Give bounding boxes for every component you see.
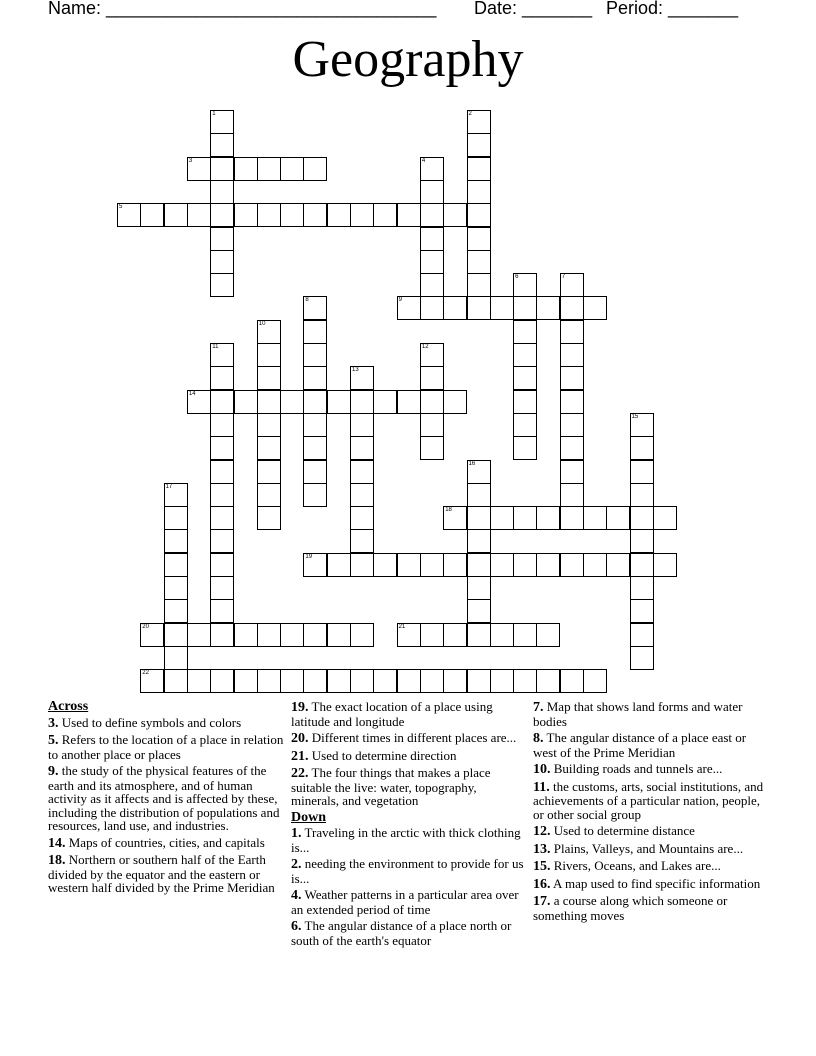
grid-cell[interactable]: [630, 436, 654, 460]
grid-cell[interactable]: [467, 529, 491, 553]
clue-item: [291, 700, 527, 728]
clue-item: [291, 888, 527, 916]
grid-cell[interactable]: [210, 553, 234, 577]
grid-cell[interactable]: [467, 203, 491, 227]
grid-cell[interactable]: [140, 623, 164, 647]
clue-number-label: 17.: [533, 894, 551, 909]
grid-cell[interactable]: [350, 413, 374, 437]
clue-item: [533, 780, 769, 822]
grid-cell[interactable]: [467, 110, 491, 134]
clue-item: [291, 766, 527, 808]
clue-item: [533, 859, 769, 874]
grid-cell[interactable]: [467, 296, 491, 320]
clue-item: [48, 836, 284, 851]
clue-number: 10: [258, 320, 266, 327]
grid-cell[interactable]: [536, 506, 560, 530]
grid-cell[interactable]: [327, 669, 351, 693]
clue-item: [291, 731, 527, 746]
grid-cell[interactable]: [397, 669, 421, 693]
grid-cell[interactable]: [257, 623, 281, 647]
grid-cell[interactable]: [303, 157, 327, 181]
grid-cell[interactable]: [420, 157, 444, 181]
clue-number-label: 2.: [291, 857, 302, 872]
grid-cell[interactable]: [210, 576, 234, 600]
grid-cell[interactable]: [583, 553, 607, 577]
page-title: Geography: [292, 31, 524, 88]
clue-number-label: 21.: [291, 748, 309, 764]
clue-number-label: 8.: [533, 731, 544, 746]
grid-cell[interactable]: [397, 623, 421, 647]
clue-text: Used to determine distance: [550, 823, 695, 838]
grid-cell[interactable]: [560, 390, 584, 414]
grid-cell[interactable]: [560, 273, 584, 297]
grid-cell[interactable]: [257, 436, 281, 460]
grid-cell[interactable]: [210, 460, 234, 484]
date-field-label: Date: _______: [474, 0, 593, 18]
clue-item: [48, 764, 284, 833]
clue-column-2: [291, 700, 527, 950]
grid-cell[interactable]: [490, 623, 514, 647]
name-field-label: Name: _________________________________: [48, 0, 437, 18]
clue-number-label: 7.: [533, 700, 544, 715]
grid-cell[interactable]: [490, 553, 514, 577]
grid-cell[interactable]: [350, 553, 374, 577]
clue-item: [48, 853, 284, 895]
clue-text: needing the environment to provide for us is...: [291, 856, 524, 886]
clue-item: [291, 749, 527, 764]
clue-number: 22: [142, 670, 149, 677]
grid-cell[interactable]: [303, 203, 327, 227]
grid-cell[interactable]: [210, 506, 234, 530]
clue-number-label: 16.: [533, 876, 551, 892]
grid-cell[interactable]: [280, 623, 304, 647]
grid-cell[interactable]: [630, 460, 654, 484]
grid-cell[interactable]: [513, 320, 537, 344]
grid-cell[interactable]: [420, 296, 444, 320]
clue-item: [533, 894, 769, 922]
grid-cell[interactable]: [420, 273, 444, 297]
grid-cell[interactable]: [210, 436, 234, 460]
clue-column-1: [48, 700, 284, 898]
clue-text: A map used to find specific information: [550, 875, 761, 891]
grid-cell[interactable]: [443, 553, 467, 577]
grid-cell[interactable]: [536, 296, 560, 320]
clue-number-label: 12.: [533, 824, 551, 839]
grid-cell[interactable]: [467, 623, 491, 647]
clue-number: 1: [212, 111, 216, 117]
clue-number: 12: [421, 344, 429, 350]
grid-cell[interactable]: [303, 553, 327, 577]
clue-number: 5: [119, 204, 123, 211]
grid-cell[interactable]: [210, 180, 234, 204]
grid-cell[interactable]: [303, 320, 327, 344]
clue-item: [291, 919, 527, 947]
grid-cell[interactable]: [420, 436, 444, 460]
grid-cell[interactable]: [164, 483, 188, 507]
grid-cell[interactable]: [420, 669, 444, 693]
grid-cell[interactable]: [350, 483, 374, 507]
clue-number: 9: [398, 297, 402, 304]
grid-cell[interactable]: [257, 460, 281, 484]
grid-cell[interactable]: [234, 157, 258, 181]
grid-cell[interactable]: [327, 203, 351, 227]
grid-cell[interactable]: [257, 320, 281, 344]
grid-cell[interactable]: [536, 623, 560, 647]
grid-cell[interactable]: [350, 436, 374, 460]
grid-cell[interactable]: [257, 203, 281, 227]
grid-cell[interactable]: [210, 599, 234, 623]
grid-cell[interactable]: [560, 553, 584, 577]
clue-item: [291, 857, 527, 885]
clue-column-3: [533, 700, 769, 925]
grid-cell[interactable]: [467, 506, 491, 530]
grid-cell[interactable]: [373, 553, 397, 577]
section-heading: Across: [48, 699, 89, 714]
grid-cell[interactable]: [467, 180, 491, 204]
clue-text: Northern or southern half of the Earth divided by the equator and the eastern or western half divided by the Prime Meridian: [48, 852, 275, 895]
clue-number-label: 3.: [48, 715, 59, 731]
grid-cell[interactable]: [606, 553, 630, 577]
grid-cell[interactable]: [653, 553, 677, 577]
grid-cell[interactable]: [280, 390, 304, 414]
grid-cell[interactable]: [513, 273, 537, 297]
grid-cell[interactable]: [420, 227, 444, 251]
grid-cell[interactable]: [536, 669, 560, 693]
grid-cell[interactable]: [234, 669, 258, 693]
grid-cell[interactable]: [513, 669, 537, 693]
grid-cell[interactable]: [164, 623, 188, 647]
grid-cell[interactable]: [280, 669, 304, 693]
clue-number: 19: [305, 553, 313, 560]
grid-cell[interactable]: [164, 529, 188, 553]
grid-cell[interactable]: [420, 203, 444, 227]
grid-cell[interactable]: [234, 623, 258, 647]
grid-cell[interactable]: [187, 203, 211, 227]
grid-cell[interactable]: [490, 296, 514, 320]
grid-cell[interactable]: [560, 343, 584, 367]
grid-cell[interactable]: [420, 553, 444, 577]
grid-cell[interactable]: [420, 390, 444, 414]
clue-number-label: 4.: [291, 888, 302, 903]
grid-cell[interactable]: [467, 133, 491, 157]
grid-cell[interactable]: [420, 250, 444, 274]
grid-cell[interactable]: [420, 623, 444, 647]
grid-cell[interactable]: [443, 296, 467, 320]
grid-cell[interactable]: [210, 273, 234, 297]
grid-cell[interactable]: [443, 623, 467, 647]
clue-text: The four things that makes a place suitable the live: water, topography, minerals, and vegetation: [291, 765, 491, 808]
grid-cell[interactable]: [164, 669, 188, 693]
grid-cell[interactable]: [513, 296, 537, 320]
grid-cell[interactable]: [513, 436, 537, 460]
grid-cell[interactable]: [303, 296, 327, 320]
grid-cell[interactable]: [583, 296, 607, 320]
grid-cell[interactable]: [420, 343, 444, 367]
grid-cell[interactable]: [560, 669, 584, 693]
grid-cell[interactable]: [210, 157, 234, 181]
clue-text: Maps of countries, cities, and capitals: [65, 834, 265, 850]
grid-cell[interactable]: [350, 623, 374, 647]
grid-cell[interactable]: [210, 483, 234, 507]
grid-cell[interactable]: [560, 436, 584, 460]
grid-cell[interactable]: [117, 203, 141, 227]
clue-number: 8: [305, 297, 309, 304]
grid-cell[interactable]: [443, 390, 467, 414]
clue-number: 3: [188, 157, 193, 164]
clue-item: [533, 700, 769, 728]
grid-cell[interactable]: [210, 669, 234, 693]
grid-cell[interactable]: [210, 203, 234, 227]
grid-cell[interactable]: [630, 506, 654, 530]
grid-cell[interactable]: [164, 553, 188, 577]
grid-cell[interactable]: [257, 413, 281, 437]
clue-number-label: 6.: [291, 919, 302, 934]
clue-number-label: 11.: [533, 779, 550, 795]
clue-text: the study of the physical features of the earth and its atmosphere, and of human activity as it affects and is affected by these, including the distribution of populations and resources, land use, and industries.: [48, 763, 280, 833]
clue-item: [48, 733, 284, 761]
clue-item: [48, 716, 284, 731]
grid-cell[interactable]: [467, 250, 491, 274]
grid-cell[interactable]: [513, 366, 537, 390]
grid-cell[interactable]: [234, 390, 258, 414]
grid-cell[interactable]: [467, 483, 491, 507]
grid-cell[interactable]: [303, 390, 327, 414]
grid-cell[interactable]: [257, 390, 281, 414]
grid-cell[interactable]: [467, 599, 491, 623]
grid-cell[interactable]: [630, 483, 654, 507]
clue-number-label: 10.: [533, 762, 551, 777]
grid-cell[interactable]: [210, 110, 234, 134]
grid-cell[interactable]: [467, 460, 491, 484]
clue-text: the customs, arts, social institutions, and achievements of a particular nation, people, or other social group: [533, 778, 764, 822]
grid-cell[interactable]: [467, 227, 491, 251]
clue-text: The angular distance of a place east or west of the Prime Meridian: [533, 730, 747, 760]
grid-cell[interactable]: [583, 669, 607, 693]
grid-cell[interactable]: [187, 623, 211, 647]
grid-cell[interactable]: [257, 483, 281, 507]
grid-cell[interactable]: [630, 646, 654, 670]
grid-cell[interactable]: [420, 180, 444, 204]
grid-cell[interactable]: [303, 343, 327, 367]
grid-cell[interactable]: [187, 669, 211, 693]
grid-cell[interactable]: [210, 366, 234, 390]
clue-item: [533, 731, 769, 759]
grid-cell[interactable]: [443, 669, 467, 693]
grid-cell[interactable]: [210, 343, 234, 367]
grid-cell[interactable]: [350, 366, 374, 390]
grid-cell[interactable]: [187, 390, 211, 414]
grid-cell[interactable]: [443, 506, 467, 530]
grid-cell[interactable]: [513, 343, 537, 367]
grid-cell[interactable]: [630, 599, 654, 623]
clue-number: 7: [561, 274, 566, 281]
clue-number-label: 13.: [533, 841, 551, 857]
grid-cell[interactable]: [257, 506, 281, 530]
grid-cell[interactable]: [373, 669, 397, 693]
section-heading: Down: [291, 809, 327, 825]
grid-cell[interactable]: [257, 343, 281, 367]
grid-cell[interactable]: [303, 483, 327, 507]
grid-cell[interactable]: [350, 203, 374, 227]
clue-text: a course along which someone or something moves: [533, 893, 728, 923]
grid-cell[interactable]: [560, 413, 584, 437]
clue-text: Different times in different places are...: [308, 730, 517, 745]
clue-number: 13: [352, 367, 359, 374]
clue-number-label: 20.: [291, 731, 309, 746]
grid-cell[interactable]: [210, 623, 234, 647]
grid-cell[interactable]: [560, 296, 584, 320]
grid-cell[interactable]: [606, 506, 630, 530]
grid-cell[interactable]: [257, 669, 281, 693]
grid-cell[interactable]: [420, 366, 444, 390]
clue-number-label: 5.: [48, 733, 59, 748]
clue-number: 4: [421, 157, 426, 164]
grid-cell[interactable]: [210, 390, 234, 414]
grid-cell[interactable]: [210, 227, 234, 251]
clue-item: [533, 824, 769, 839]
clue-number-label: 15.: [533, 859, 551, 874]
clue-item: [533, 762, 769, 777]
grid-cell[interactable]: [373, 390, 397, 414]
clue-text: Building roads and tunnels are...: [550, 761, 723, 776]
grid-cell[interactable]: [397, 553, 421, 577]
grid-cell[interactable]: [560, 366, 584, 390]
grid-cell[interactable]: [420, 413, 444, 437]
grid-cell[interactable]: [513, 390, 537, 414]
grid-cell[interactable]: [397, 203, 421, 227]
grid-cell[interactable]: [303, 669, 327, 693]
grid-cell[interactable]: [280, 157, 304, 181]
grid-cell[interactable]: [140, 669, 164, 693]
grid-cell[interactable]: [630, 529, 654, 553]
grid-cell[interactable]: [397, 390, 421, 414]
grid-cell[interactable]: [536, 553, 560, 577]
grid-cell[interactable]: [187, 157, 211, 181]
clue-number-label: 1.: [291, 826, 302, 841]
period-field-label: Period: _______: [606, 0, 739, 18]
clue-number: 14: [188, 390, 196, 397]
clue-number-label: 9.: [48, 764, 59, 779]
grid-cell[interactable]: [164, 506, 188, 530]
grid-cell[interactable]: [560, 506, 584, 530]
grid-cell[interactable]: [164, 646, 188, 670]
grid-cell[interactable]: [350, 529, 374, 553]
grid-cell[interactable]: [490, 669, 514, 693]
grid-cell[interactable]: [303, 413, 327, 437]
clue-item: [533, 842, 769, 857]
clue-number: 17: [165, 483, 173, 490]
grid-cell[interactable]: [630, 623, 654, 647]
grid-cell[interactable]: [350, 506, 374, 530]
grid-cell[interactable]: [513, 506, 537, 530]
grid-cell[interactable]: [560, 460, 584, 484]
grid-cell[interactable]: [327, 623, 351, 647]
clue-number: 16: [468, 460, 476, 467]
grid-cell[interactable]: [303, 460, 327, 484]
clue-item: [533, 877, 769, 892]
clue-number-label: 18.: [48, 853, 66, 868]
grid-cell[interactable]: [513, 413, 537, 437]
grid-cell[interactable]: [327, 553, 351, 577]
grid-cell[interactable]: [210, 133, 234, 157]
grid-cell[interactable]: [467, 669, 491, 693]
grid-cell[interactable]: [467, 576, 491, 600]
clue-number-label: 22.: [291, 766, 309, 781]
grid-cell[interactable]: [350, 460, 374, 484]
grid-cell[interactable]: [653, 506, 677, 530]
grid-cell[interactable]: [210, 413, 234, 437]
clue-text: Plains, Valleys, and Mountains are...: [550, 840, 744, 856]
grid-cell[interactable]: [513, 553, 537, 577]
clue-number-label: 19.: [291, 700, 309, 715]
clue-text: Used to determine direction: [308, 747, 457, 763]
clue-number: 6: [515, 274, 519, 281]
grid-cell[interactable]: [630, 553, 654, 577]
clue-text: The angular distance of a place north or south of the earth's equator: [291, 918, 512, 948]
clue-text: The exact location of a place using latitude and longitude: [291, 699, 493, 729]
grid-cell[interactable]: [210, 529, 234, 553]
grid-cell[interactable]: [234, 203, 258, 227]
grid-cell[interactable]: [140, 203, 164, 227]
grid-cell[interactable]: [467, 157, 491, 181]
grid-cell[interactable]: [560, 320, 584, 344]
clue-text: Refers to the location of a place in relation to another place or places: [48, 732, 284, 762]
grid-cell[interactable]: [280, 203, 304, 227]
grid-cell[interactable]: [373, 203, 397, 227]
grid-cell[interactable]: [583, 506, 607, 530]
grid-cell[interactable]: [467, 553, 491, 577]
clue-text: Traveling in the arctic with thick clothing is...: [291, 825, 521, 855]
clue-text: Used to define symbols and colors: [58, 714, 242, 730]
grid-cell[interactable]: [350, 669, 374, 693]
grid-cell[interactable]: [630, 413, 654, 437]
clue-text: Map that shows land forms and water bodies: [533, 699, 743, 729]
grid-cell[interactable]: [327, 390, 351, 414]
grid-cell[interactable]: [513, 623, 537, 647]
grid-cell[interactable]: [490, 506, 514, 530]
clue-number-label: 14.: [48, 835, 66, 851]
clue-number: 2: [468, 111, 472, 117]
grid-cell[interactable]: [210, 250, 234, 274]
grid-cell[interactable]: [303, 436, 327, 460]
grid-cell[interactable]: [350, 390, 374, 414]
clue-number: 15: [631, 413, 639, 420]
grid-cell[interactable]: [560, 483, 584, 507]
grid-cell[interactable]: [164, 203, 188, 227]
grid-cell[interactable]: [164, 576, 188, 600]
clue-number: 21: [398, 623, 406, 630]
grid-cell[interactable]: [443, 203, 467, 227]
grid-cell[interactable]: [257, 157, 281, 181]
clue-text: Rivers, Oceans, and Lakes are...: [550, 858, 721, 873]
clue-text: Weather patterns in a particular area over an extended period of time: [291, 887, 519, 917]
grid-cell[interactable]: [630, 576, 654, 600]
grid-cell[interactable]: [467, 273, 491, 297]
grid-cell[interactable]: [397, 296, 421, 320]
grid-cell[interactable]: [303, 623, 327, 647]
grid-cell[interactable]: [257, 366, 281, 390]
grid-cell[interactable]: [164, 599, 188, 623]
clue-number: 18: [445, 507, 452, 514]
clue-number: 11: [212, 344, 219, 350]
clue-number: 20: [142, 623, 149, 630]
clue-item: [291, 826, 527, 854]
grid-cell[interactable]: [303, 366, 327, 390]
